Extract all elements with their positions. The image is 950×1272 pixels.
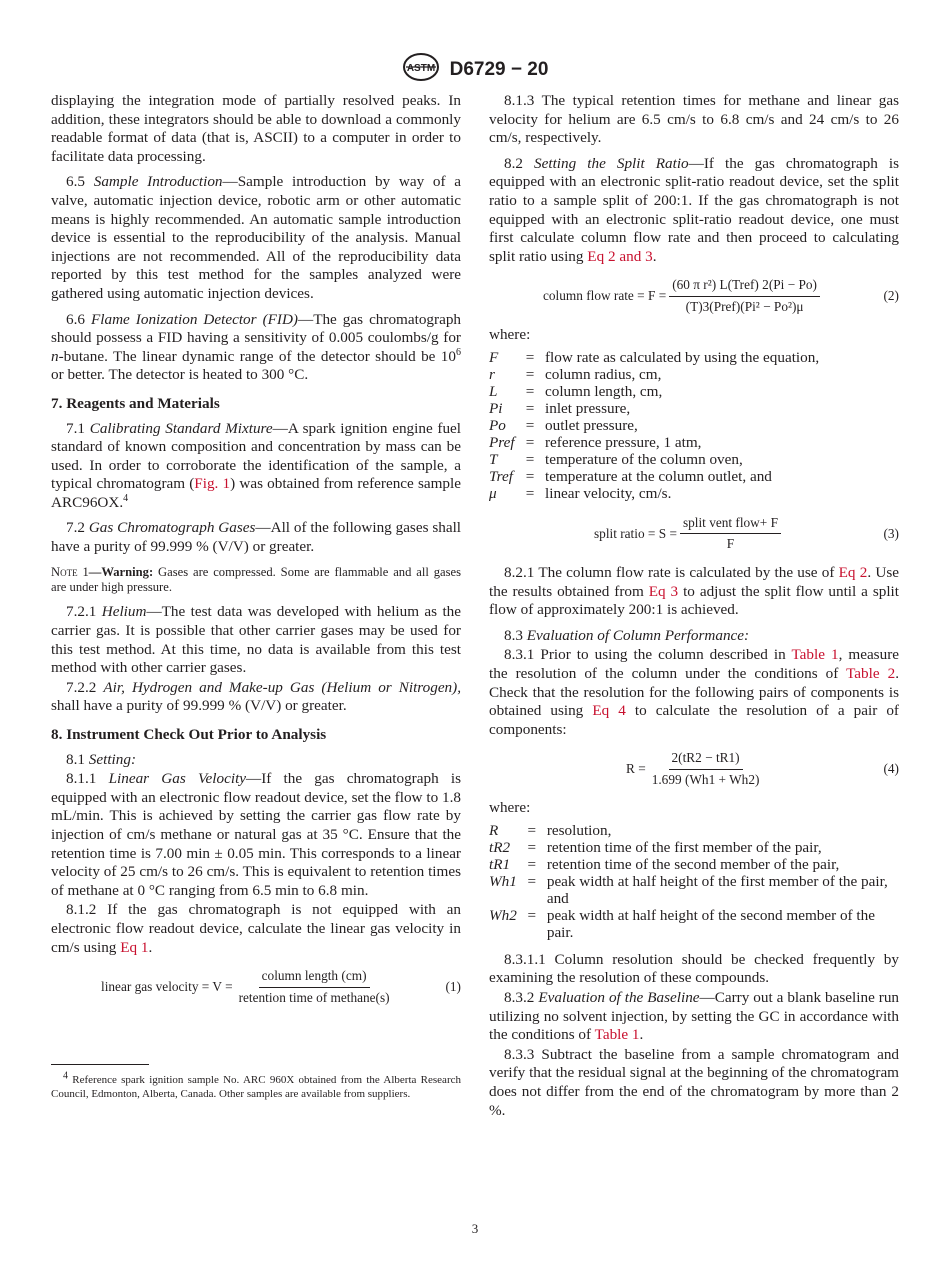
eq4-denominator: 1.699 (Wh1 + Wh2) [651,771,760,787]
equals-sign: = [525,399,535,417]
section-7-2-2: 7.2.2 Air, Hydrogen and Make-up Gas (Helium or Nitrogen), shall have a purity of 99.999 % (V/V) or greater. [51,678,462,715]
equals-sign: = [525,382,535,400]
section-title: Setting the Split Ratio [534,154,689,172]
definition-symbol: T [489,450,498,468]
section-8-3-2: 8.3.2 Evaluation of the Baseline—Carry out a blank baseline run utilizing no solvent injection, by setting the GC in accordance with the conditions of Table 1. [489,989,900,1044]
astm-logo-icon [402,52,440,87]
footnote-4: $^4$ Reference spark ignition sample No. ARC 960X obtained from the Alberta Research Council, Edmonton, Alberta, Canada. Other samples are available from suppliers. [51,1070,461,1100]
equation-3 [489,514,899,554]
section-title: Gas Chromatograph Gases [88,519,256,537]
definition-row [489,451,899,468]
definition-row [489,366,899,383]
definition-symbol: tR2 [489,838,511,856]
definitions-table-2 [489,822,899,941]
section-8-1: 8.1 Setting: [66,750,137,768]
equals-sign: = [525,365,535,383]
definition-symbol: F [489,348,499,366]
definition-text: temperature of the column oven, [545,450,743,468]
eq2-lhs: column flow rate = F = [543,288,667,304]
definition-symbol: r [489,365,495,383]
eq1-number: (1) [445,979,461,995]
equals-sign: = [525,450,535,468]
equals-sign: = [525,348,535,366]
eq1-denominator: retention time of methane(s) [238,989,390,1005]
equals-sign: = [527,838,537,856]
definition-text: reference pressure, 1 atm, [545,433,702,451]
equals-sign: = [525,433,535,451]
eq-2-link[interactable]: Eq 2 [838,563,868,581]
section-title: Calibrating Standard Mixture [89,419,273,437]
definitions-table-1 [489,349,899,502]
equals-sign: = [525,484,535,502]
section-title: Air, Hydrogen and Make-up Gas (Helium or Nitrogen), [103,678,462,696]
section-title: Sample Introduction [93,173,223,191]
definition-row [489,417,899,434]
section-8-3-3: 8.3.3 Subtract the baseline from a sample chromatogram and verify that the residual signal at the beginning of the chromatogram does not differ from the end of the chromatogram by more than 2 %. [489,1045,900,1119]
section-8-1-2: 8.1.2 If the gas chromatograph is not equipped with an electronic flow readout device, calculate the linear gas velocity in cm/s using Eq 1. [51,901,462,956]
where-label-2: where: [489,799,531,817]
eq2-numerator: (60 π r²) L(Tref) 2(Pi − Po) [669,276,820,297]
section-8-1-3: 8.1.3 The typical retention times for methane and linear gas velocity for helium are 6.5 cm/s to 6.8 cm/s and 24 cm/s to 26 cm/s, respectively. [489,92,899,147]
section-title: Helium [101,603,147,621]
paragraph-continued: displaying the integration mode of partially resolved peaks. In addition, these integrators should be able to download a commonly readable format of data (that is, ASCII) to a computer in order to facilitate data processing. [51,92,461,165]
section-7-2: 7.2 Gas Chromatograph Gases—All of the following gases shall have a purity of 99.999 % (V/V) or greater. [51,519,462,556]
definition-row [489,822,899,839]
table-2-link[interactable]: Table 2 [846,664,896,682]
definition-text: peak width at half height of the first member of the pair, and [546,872,888,907]
fig-1-link[interactable]: Fig. 1 [194,475,231,493]
eq2-fraction [669,276,820,316]
where-label-1: where: [489,326,531,344]
equals-sign: = [525,467,535,485]
definition-text: temperature at the column outlet, and [545,467,772,485]
definition-text: retention time of the second member of the pair, [546,855,840,873]
definition-text: flow rate as calculated by using the equation, [545,348,820,366]
equation-4 [489,749,899,789]
definition-text: peak width at half height of the second member of the pair. [546,906,875,941]
eq3-numerator: split vent flow+ F [680,514,781,535]
definition-symbol: Pi [489,399,503,417]
section-title: Evaluation of the Baseline [538,989,700,1007]
definition-row [489,485,899,502]
eq-1-link[interactable]: Eq 1 [120,938,149,956]
definition-symbol: Wh2 [489,906,517,924]
definition-text: inlet pressure, [545,399,631,417]
document-id: D6729 − 20 [449,58,549,80]
definition-symbol: L [489,382,498,400]
eq1-fraction [236,967,393,1007]
definition-text: linear velocity, cm/s. [545,484,672,502]
equals-sign: = [525,416,535,434]
section-heading-7: 7. Reagents and Materials [51,394,220,412]
page-header [0,52,950,87]
section-8-2: 8.2 Setting the Split Ratio—If the gas chromatograph is equipped with an electronic split-ratio readout device, set the split ratio to a sample split of 200:1. If the gas chromatograph is not equipped with an electronic split-ratio readout device, one must first calculate column flow rate and then proceed to calculating split ratio using Eq 2 and 3. [489,154,899,265]
section-title: Evaluation of Column Performance: [526,626,750,644]
definition-text: outlet pressure, [545,416,638,434]
eq4-numerator: 2(tR2 − tR1) [669,749,743,770]
section-6-5: 6.5 Sample Introduction—Sample introduction by way of a valve, automatic injection device, robotic arm or other automatic means is highly recommended. An automatic sample introduction device is essential to the reproducibility of the analysis. Manual injections are not recommended. All of the reproducibility data reported by this test method for the samples analyzed were gathered using automatic injection devices. [51,173,462,302]
definition-text: resolution, [546,821,612,839]
definition-symbol: Po [489,416,506,434]
table-1-link[interactable]: Table 1 [791,646,839,664]
definition-row [489,839,899,856]
definition-row [489,468,899,485]
footnote-ref: 4 [123,492,129,504]
equation-2 [489,276,899,316]
equals-sign: = [527,855,537,873]
section-title: Linear Gas Velocity [108,770,247,788]
definition-text: column radius, cm, [545,365,662,383]
table-1-link[interactable]: Table 1 [594,1026,640,1044]
section-8-3-1-1: 8.3.1.1 Column resolution should be checked frequently by examining the resolution of these compounds. [489,950,899,987]
eq3-number: (3) [883,525,899,541]
footnote-rule [51,1064,149,1065]
eq3-denominator: F [726,536,735,552]
section-8-3: 8.3 Evaluation of Column Performance: [504,626,750,644]
note-1: Note 1—Warning: Gases are compressed. Some are flammable and all gases are under high pressure. [51,564,461,595]
section-8-3-1: 8.3.1 Prior to using the column described in Table 1, measure the resolution of the column under the conditions of Table 2. Check that the resolution for the following pairs of components is obtained using Eq 4 to calculate the resolution of a pair of components: [489,646,899,738]
eq2-denominator: (T)3(Pref)(Pi² − Po²)μ [685,298,804,314]
section-6-6: 6.6 Flame Ionization Detector (FID)—The gas chromatograph should possess a FID having a sensitivity of 0.005 coulombs/g for n-butane. The linear dynamic range of the detector should be $10^6$ or better. The detector is heated to 300 °C. [51,310,462,384]
definition-symbol: R [489,821,499,839]
eq2-number: (2) [883,288,899,304]
eq-4-link[interactable]: Eq 4 [592,702,626,720]
page-number: 3 [471,1221,479,1236]
equals-sign: = [527,872,537,890]
eq3-fraction [680,514,781,554]
definition-row [489,434,899,451]
eq3-lhs: split ratio = S = [594,525,677,541]
section-8-2-1: 8.2.1 The column flow rate is calculated by the use of Eq 2. Use the results obtained from Eq 3 to adjust the split flow until a split flow of approximately 200:1 is achieved. [489,563,899,619]
eq1-numerator: column length (cm) [259,967,370,988]
astm-logo-text: ASTM [406,63,435,74]
eq4-fraction [649,749,763,789]
eq1-lhs: linear gas velocity = V = [101,978,233,994]
section-title: Flame Ionization Detector (FID) [91,310,298,328]
section-heading-8: 8. Instrument Check Out Prior to Analysis [51,726,327,744]
definition-row [489,383,899,400]
definition-row [489,400,899,417]
equals-sign: = [527,906,537,924]
right-column [489,92,899,1127]
eq-3-link[interactable]: Eq 3 [648,582,679,600]
definition-text: column length, cm, [545,382,663,400]
definition-symbol: Wh1 [489,872,517,890]
section-7-1: 7.1 Calibrating Standard Mixture—A spark ignition engine fuel standard of known composition and concentration by mass can be used. In order to corroborate the identification of the sample, a typical chromatogram (Fig. 1) was obtained from reference sample ARC96OX.$^4$ [51,419,461,511]
definition-row [489,349,899,366]
definition-text: retention time of the first member of the pair, [546,838,822,856]
definition-symbol: μ [489,484,497,502]
left-column [51,92,461,1017]
definition-row [489,856,899,873]
section-title: Setting: [88,750,137,768]
definition-symbol: Pref [489,433,515,451]
eq4-lhs: R = [626,760,646,776]
definition-symbol: Tref [489,467,513,485]
definition-row [489,907,899,941]
equation-1 [51,967,461,1007]
eq4-number: (4) [883,761,899,777]
section-8-1-1: 8.1.1 Linear Gas Velocity—If the gas chromatograph is equipped with an electronic flow readout device, set the flow to 1.8 mL/min. This is achieved by setting the carrier gas flow rate by injection of cm/s methane or natural gas at 35 °C. Ensure that the retention time is 7.00 min ± 0.05 min. This corresponds to a linear velocity of 25 cm/s to 26 cm/s. This is equivalent to retention times of methane at 0 °C ranging from 6.5 min to 6.8 min. [51,770,462,899]
section-7-2-1: 7.2.1 Helium—The test data was developed with helium as the carrier gas. It is possible that other carrier gases may be used for this test method. At this time, no data is available from this test method with other carrier gases. [51,603,462,677]
definition-row [489,873,899,907]
equals-sign: = [527,821,537,839]
definition-symbol: tR1 [489,855,511,873]
eq-2-3-link[interactable]: Eq 2 and 3 [587,247,653,265]
